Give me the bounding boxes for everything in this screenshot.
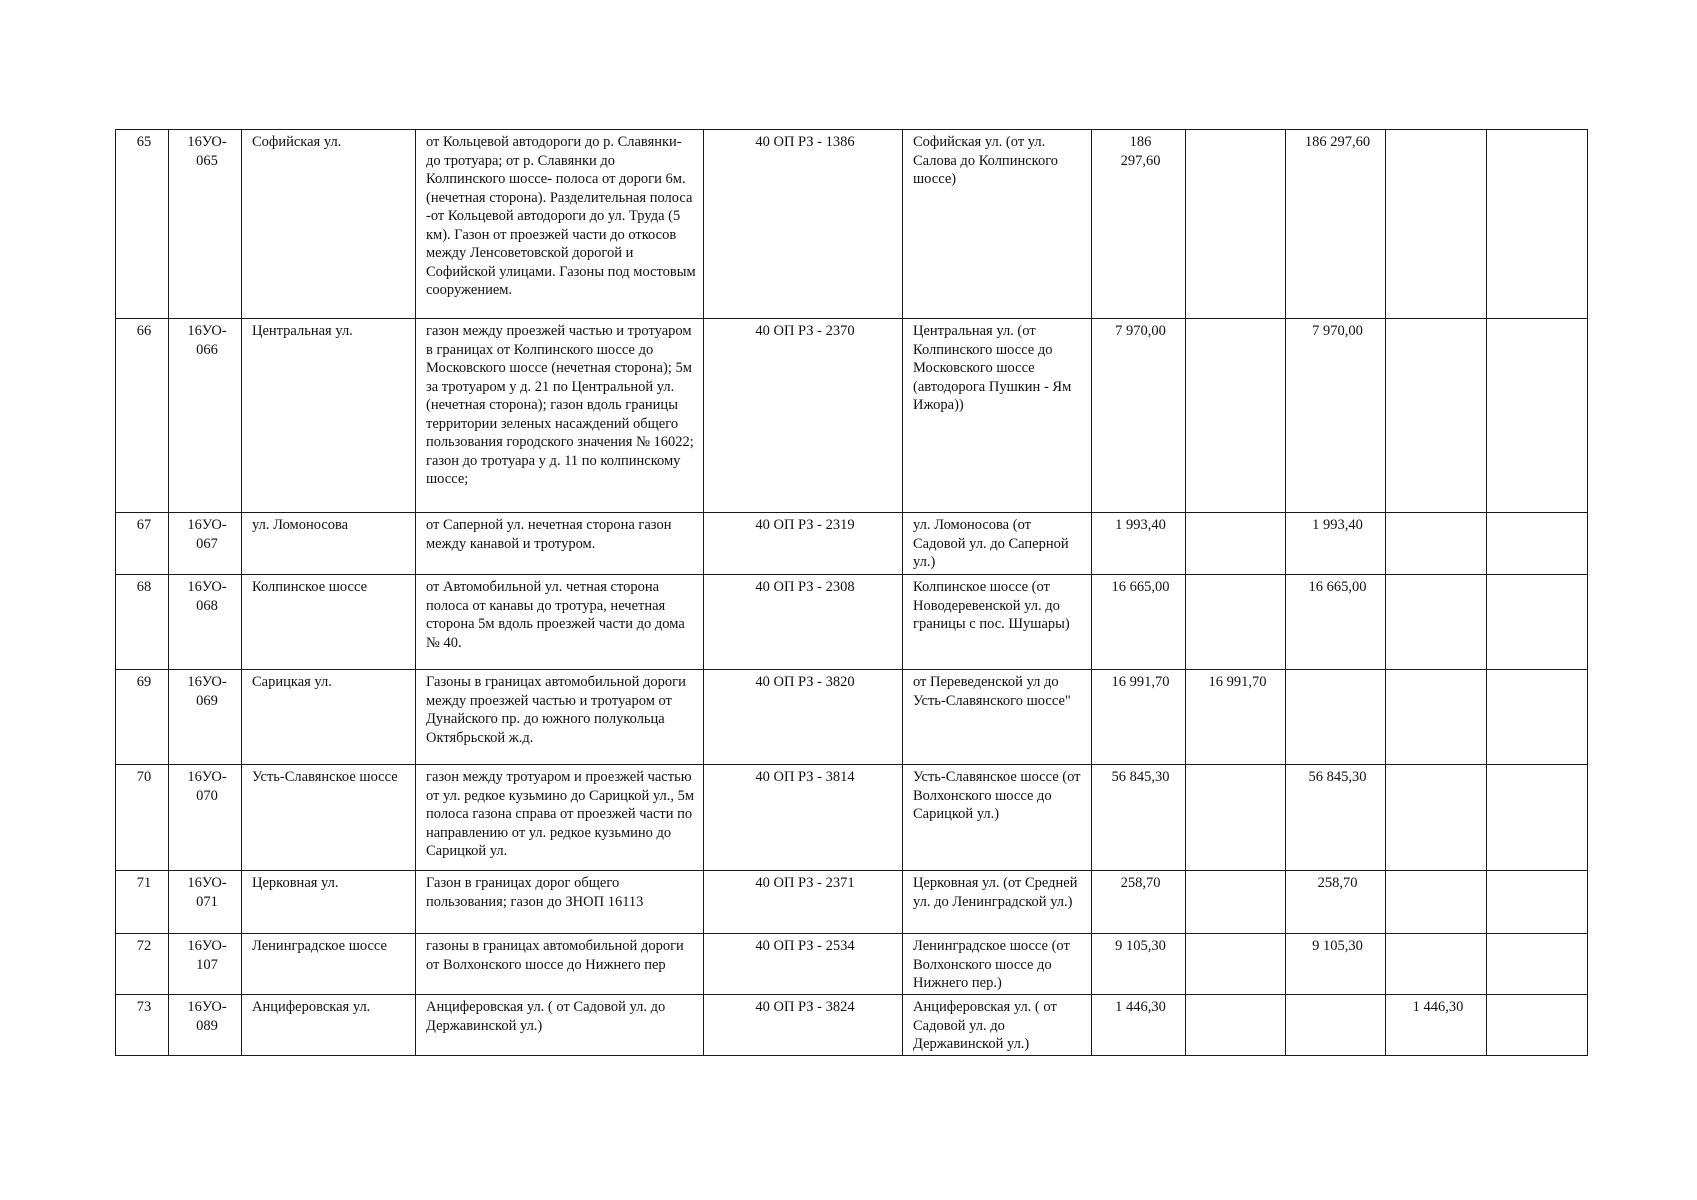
area-column-d-cell xyxy=(1487,765,1588,871)
area-column-a-cell xyxy=(1186,130,1286,319)
area-column-b-cell: 7 970,00 xyxy=(1286,319,1386,513)
area-column-c-cell xyxy=(1386,934,1487,995)
area-column-d-cell xyxy=(1487,670,1588,765)
area-column-d-cell xyxy=(1487,319,1588,513)
street-name-cell: Софийская ул. xyxy=(242,130,416,319)
area-column-a-cell xyxy=(1186,513,1286,575)
road-registry-number-cell: 40 ОП РЗ - 3820 xyxy=(704,670,903,765)
zone-description-cell: газон между тротуаром и проезжей частью от ул. редкое кузьмино до Сарицкой ул., 5м полоса газона справа от проезжей части по направлению от ул. редкое кузьмино до Сарицкой ул. xyxy=(416,765,704,871)
area-column-c-cell xyxy=(1386,319,1487,513)
row-number-cell: 69 xyxy=(116,670,169,765)
area-total-cell: 1 446,30 xyxy=(1092,995,1186,1056)
area-column-c-cell xyxy=(1386,575,1487,670)
area-column-d-cell xyxy=(1487,871,1588,934)
row-number-cell: 71 xyxy=(116,871,169,934)
area-column-d-cell xyxy=(1487,130,1588,319)
object-code-cell: 16УО- 071 xyxy=(169,871,242,934)
road-registry-number-cell: 40 ОП РЗ - 2308 xyxy=(704,575,903,670)
road-registry-number-cell: 40 ОП РЗ - 1386 xyxy=(704,130,903,319)
area-column-b-cell: 186 297,60 xyxy=(1286,130,1386,319)
object-code-cell: 16УО- 089 xyxy=(169,995,242,1056)
area-column-a-cell xyxy=(1186,575,1286,670)
area-column-b-cell: 258,70 xyxy=(1286,871,1386,934)
road-name-cell: Софийская ул. (от ул. Салова до Колпинского шоссе) xyxy=(903,130,1092,319)
row-number-cell: 72 xyxy=(116,934,169,995)
area-column-a-cell xyxy=(1186,934,1286,995)
table-row xyxy=(116,670,1588,765)
area-column-b-cell xyxy=(1286,670,1386,765)
area-column-b-cell: 56 845,30 xyxy=(1286,765,1386,871)
object-code-cell: 16УО- 070 xyxy=(169,765,242,871)
area-total-cell: 9 105,30 xyxy=(1092,934,1186,995)
row-number-cell: 73 xyxy=(116,995,169,1056)
row-number-cell: 66 xyxy=(116,319,169,513)
road-registry-number-cell: 40 ОП РЗ - 3814 xyxy=(704,765,903,871)
area-total-cell: 1 993,40 xyxy=(1092,513,1186,575)
area-column-a-cell xyxy=(1186,765,1286,871)
road-name-cell: Церковная ул. (от Средней ул. до Ленинградской ул.) xyxy=(903,871,1092,934)
area-total-cell: 16 665,00 xyxy=(1092,575,1186,670)
zone-description-cell: Газон в границах дорог общего пользования; газон до ЗНОП 16113 xyxy=(416,871,704,934)
area-column-b-cell: 1 993,40 xyxy=(1286,513,1386,575)
zone-description-cell: газоны в границах автомобильной дороги от Волхонского шоссе до Нижнего пер xyxy=(416,934,704,995)
zone-description-cell: от Кольцевой автодороги до р. Славянки- до тротуара; от р. Славянки до Колпинского шоссе- полоса от дороги 6м. (нечетная сторона). Разделительная полоса -от Кольцевой автодороги до ул. Труда (5 км). Газон от проезжей части до откосов между Ленсоветовской дорогой и Софийской улицами. Газоны под мостовым сооружением. xyxy=(416,130,704,319)
zone-description-cell: от Саперной ул. нечетная сторона газон между канавой и тротуром. xyxy=(416,513,704,575)
road-name-cell: Центральная ул. (от Колпинского шоссе до Московского шоссе (автодорога Пушкин - Ям Ижора)) xyxy=(903,319,1092,513)
road-name-cell: Усть-Славянское шоссе (от Волхонского шоссе до Сарицкой ул.) xyxy=(903,765,1092,871)
area-column-b-cell: 16 665,00 xyxy=(1286,575,1386,670)
street-name-cell: Ленинградское шоссе xyxy=(242,934,416,995)
object-code-cell: 16УО- 065 xyxy=(169,130,242,319)
road-registry-number-cell: 40 ОП РЗ - 3824 xyxy=(704,995,903,1056)
table-row xyxy=(116,575,1588,670)
area-column-b-cell xyxy=(1286,995,1386,1056)
area-column-a-cell xyxy=(1186,995,1286,1056)
area-column-c-cell xyxy=(1386,130,1487,319)
zone-description-cell: Анциферовская ул. ( от Садовой ул. до Державинской ул.) xyxy=(416,995,704,1056)
area-total-cell: 186 297,60 xyxy=(1092,130,1186,319)
area-column-d-cell xyxy=(1487,513,1588,575)
road-registry-number-cell: 40 ОП РЗ - 2319 xyxy=(704,513,903,575)
zone-description-cell: Газоны в границах автомобильной дороги между проезжей частью и тротуаром от Дунайского пр. до южного полукольца Октябрьской ж.д. xyxy=(416,670,704,765)
road-name-cell: Колпинское шоссе (от Новодеревенской ул. до границы с пос. Шушары) xyxy=(903,575,1092,670)
area-column-d-cell xyxy=(1487,934,1588,995)
street-name-cell: Центральная ул. xyxy=(242,319,416,513)
green-zones-registry-table xyxy=(115,129,1588,1056)
road-name-cell: Анциферовская ул. ( от Садовой ул. до Державинской ул.) xyxy=(903,995,1092,1056)
road-registry-number-cell: 40 ОП РЗ - 2370 xyxy=(704,319,903,513)
area-column-a-cell xyxy=(1186,871,1286,934)
area-column-c-cell xyxy=(1386,670,1487,765)
area-column-c-cell xyxy=(1386,513,1487,575)
road-registry-number-cell: 40 ОП РЗ - 2371 xyxy=(704,871,903,934)
zone-description-cell: от Автомобильной ул. четная сторона полоса от канавы до тротура, нечетная сторона 5м вдоль проезжей части до дома № 40. xyxy=(416,575,704,670)
street-name-cell: Усть-Славянское шоссе xyxy=(242,765,416,871)
table-body xyxy=(116,130,1588,1056)
street-name-cell: Колпинское шоссе xyxy=(242,575,416,670)
area-total-cell: 56 845,30 xyxy=(1092,765,1186,871)
object-code-cell: 16УО- 067 xyxy=(169,513,242,575)
area-column-b-cell: 9 105,30 xyxy=(1286,934,1386,995)
area-column-d-cell xyxy=(1487,575,1588,670)
road-name-cell: от Переведенской ул до Усть-Славянского шоссе" xyxy=(903,670,1092,765)
area-column-d-cell xyxy=(1487,995,1588,1056)
table-row xyxy=(116,871,1588,934)
street-name-cell: ул. Ломоносова xyxy=(242,513,416,575)
street-name-cell: Церковная ул. xyxy=(242,871,416,934)
zone-description-cell: газон между проезжей частью и тротуаром в границах от Колпинского шоссе до Московского шоссе (нечетная сторона); 5м за тротуаром у д. 21 по Центральной ул.(нечетная сторона); газон вдоль границы территории зеленых насаждений общего пользования городского значения № 16022; газон до тротуара у д. 11 по колпинскому шоссе; xyxy=(416,319,704,513)
object-code-cell: 16УО- 068 xyxy=(169,575,242,670)
area-column-c-cell xyxy=(1386,871,1487,934)
area-column-a-cell: 16 991,70 xyxy=(1186,670,1286,765)
area-total-cell: 16 991,70 xyxy=(1092,670,1186,765)
area-column-c-cell xyxy=(1386,765,1487,871)
table-row xyxy=(116,934,1588,995)
table-row xyxy=(116,319,1588,513)
object-code-cell: 16УО- 066 xyxy=(169,319,242,513)
table-row xyxy=(116,765,1588,871)
street-name-cell: Сарицкая ул. xyxy=(242,670,416,765)
road-name-cell: ул. Ломоносова (от Садовой ул. до Саперной ул.) xyxy=(903,513,1092,575)
area-total-cell: 7 970,00 xyxy=(1092,319,1186,513)
table-row xyxy=(116,995,1588,1056)
row-number-cell: 67 xyxy=(116,513,169,575)
table-row xyxy=(116,130,1588,319)
area-column-c-cell: 1 446,30 xyxy=(1386,995,1487,1056)
area-total-cell: 258,70 xyxy=(1092,871,1186,934)
object-code-cell: 16УО- 069 xyxy=(169,670,242,765)
row-number-cell: 68 xyxy=(116,575,169,670)
object-code-cell: 16УО- 107 xyxy=(169,934,242,995)
row-number-cell: 65 xyxy=(116,130,169,319)
road-registry-number-cell: 40 ОП РЗ - 2534 xyxy=(704,934,903,995)
road-name-cell: Ленинградское шоссе (от Волхонского шоссе до Нижнего пер.) xyxy=(903,934,1092,995)
street-name-cell: Анциферовская ул. xyxy=(242,995,416,1056)
row-number-cell: 70 xyxy=(116,765,169,871)
area-column-a-cell xyxy=(1186,319,1286,513)
table-row xyxy=(116,513,1588,575)
